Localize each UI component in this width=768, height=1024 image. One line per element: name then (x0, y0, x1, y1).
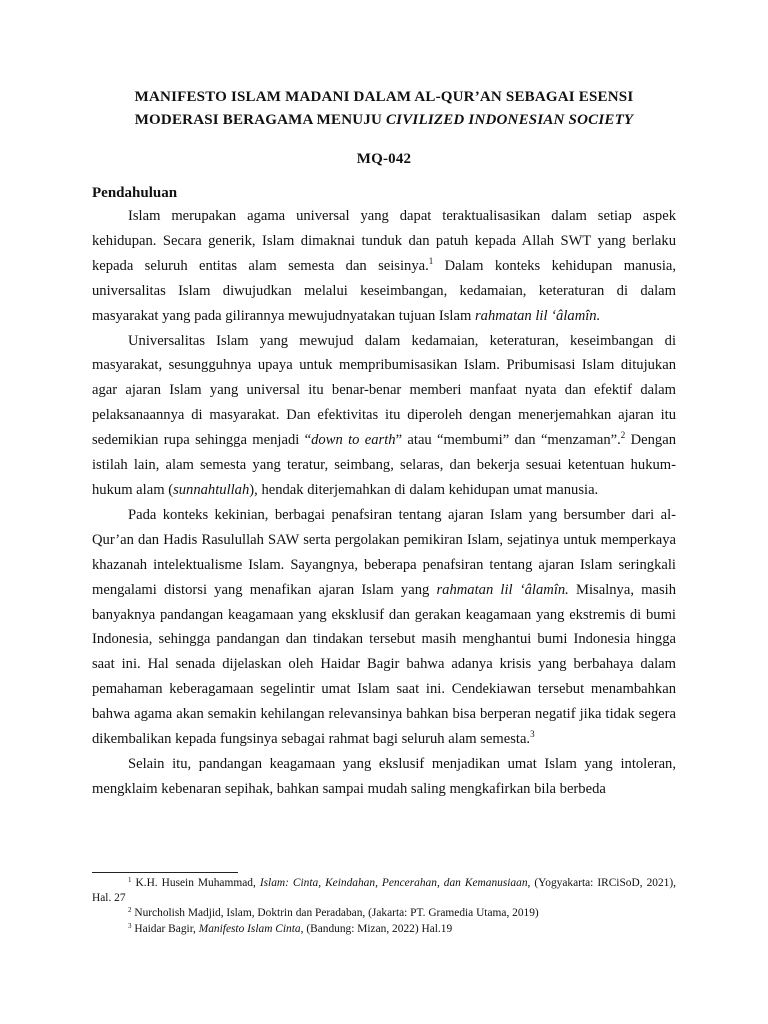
paragraph (92, 503, 676, 752)
text-run: ” atau “membumi” dan “menzaman”. (395, 432, 621, 449)
title-line-2-plain: MODERASI BERAGAMA MENUJU (134, 112, 386, 128)
text-run: K.H. Husein Muhammad, (131, 877, 260, 889)
text-run: Islam merupakan agama universal yang dapat teraktualisasikan dalam setiap aspek kehidupan. Secara generik, Islam dimaknai tunduk dan patuh kepada Allah SWT yang berlaku kepada seluruh entitas alam semesta dan seisinya. (92, 208, 676, 274)
body-text (92, 204, 676, 802)
document-code: MQ-042 (356, 151, 412, 167)
italic-text: sunnahtullah (173, 481, 250, 498)
text-run: Misalnya, masih banyaknya pandangan keagamaan yang eksklusif dan gerakan keagamaan yang ekstremis di bumi Indonesia, sehingga pandangan dan tindakan tersebut masih menghantui bumi Indonesia hingga saat ini. Hal senada dijelaskan oleh Haidar Bagir bahwa adanya krisis yang berbahaya dalam pemahaman keberagamaan segelintir umat Islam saat ini. Cendekiawan tersebut menambahkan bahwa agama akan semakin kehilangan relevansinya bahkan bisa berperan negatif jika tidak segera dikembalikan kepada fungsinya sebagai rahmat bagi seluruh alam semesta. (92, 581, 677, 748)
document-title-line-1: MANIFESTO ISLAM MADANI DALAM AL-QUR’AN SEBAGAI ESENSI (134, 89, 634, 105)
text-run: Pada konteks kekinian, berbagai penafsiran tentang ajaran Islam yang bersumber dari al-Qur’an dan Hadis Rasulullah SAW serta pergolakan pemikiran Islam, sejatinya untuk memperkaya khazanah intelektualisme Islam. Sayangnya, beberapa penafsiran tentang ajaran Islam seringkali mengalami distorsi yang menafikan ajaran Islam yang (92, 506, 676, 598)
footnote-ref: 1 (128, 876, 132, 884)
footnote (92, 906, 676, 921)
footnote-ref: 1 (428, 255, 434, 266)
text-run: Nurcholish Madjid, Islam, Doktrin dan Peradaban, (Jakarta: PT. Gramedia Utama, 2019) (131, 907, 539, 920)
text-run: Haidar Bagir, (131, 922, 199, 935)
footnote (92, 922, 676, 937)
footnotes (92, 876, 676, 937)
document-title-line-2 (92, 110, 676, 130)
footnote-divider (92, 872, 238, 873)
text-run: Dalam konteks kehidupan manusia, universalitas Islam diwujudkan melalui keseimbangan, kedamaian, keteraturan di dalam masyarakat yang pada gilirannya mewujudnyatakan tujuan Islam (92, 257, 676, 324)
italic-text: rahmatan lil ‘âlamîn. (436, 581, 569, 598)
italic-text: down to earth (311, 432, 396, 449)
italic-text: Islam: Cinta, Keindahan, Pencerahan, dan Kemanusiaan (259, 877, 528, 889)
text-run: Dengan istilah lain, alam semesta yang teratur, seimbang, selaras, dan bekerja sesuai ketentuan hukum-hukum alam ( (92, 432, 676, 498)
paragraph (92, 329, 676, 503)
footnote-ref: 3 (128, 921, 132, 930)
footnote-ref: 2 (620, 430, 626, 441)
italic-text: Manifesto Islam Cinta (198, 922, 301, 935)
italic-text: rahmatan lil ‘âlamîn. (474, 307, 601, 324)
text-run: Universalitas Islam yang mewujud dalam kedamaian, keteraturan, keseimbangan di masyarakat, sesungguhnya upaya untuk mempribumisasikan Islam. Pribumisasi Islam ditujukan agar ajaran Islam yang universal itu benar-benar memberi manfaat nyata dan efektif dalam pelaksanaannya di masyarakat. Dan efektivitas itu diperoleh dengan menerjemahkan ajaran itu sedemikian rupa sehingga menjadi “ (92, 332, 676, 449)
paragraph (92, 752, 676, 802)
text-run: Selain itu, pandangan keagamaan yang ekslusif menjadikan umat Islam yang intoleran, mengklaim kebenaran sepihak, bahkan sampai mudah saling mengkafirkan bila berbeda (92, 755, 676, 797)
text-run: , (Yogyakarta: IRCiSoD, 2021), Hal. 27 (92, 877, 676, 905)
footnote (92, 876, 676, 906)
footnote-ref: 2 (128, 906, 132, 915)
text-run: , (Bandung: Mizan, 2022) Hal.19 (300, 922, 453, 935)
section-heading: Pendahuluan (92, 185, 178, 201)
title-line-2-italic: CIVILIZED INDONESIAN SOCIETY (385, 112, 634, 128)
paragraph (92, 204, 676, 329)
footnote-ref: 3 (530, 729, 535, 740)
text-run: ), hendak diterjemahkan di dalam kehidupan umat manusia. (249, 481, 599, 498)
